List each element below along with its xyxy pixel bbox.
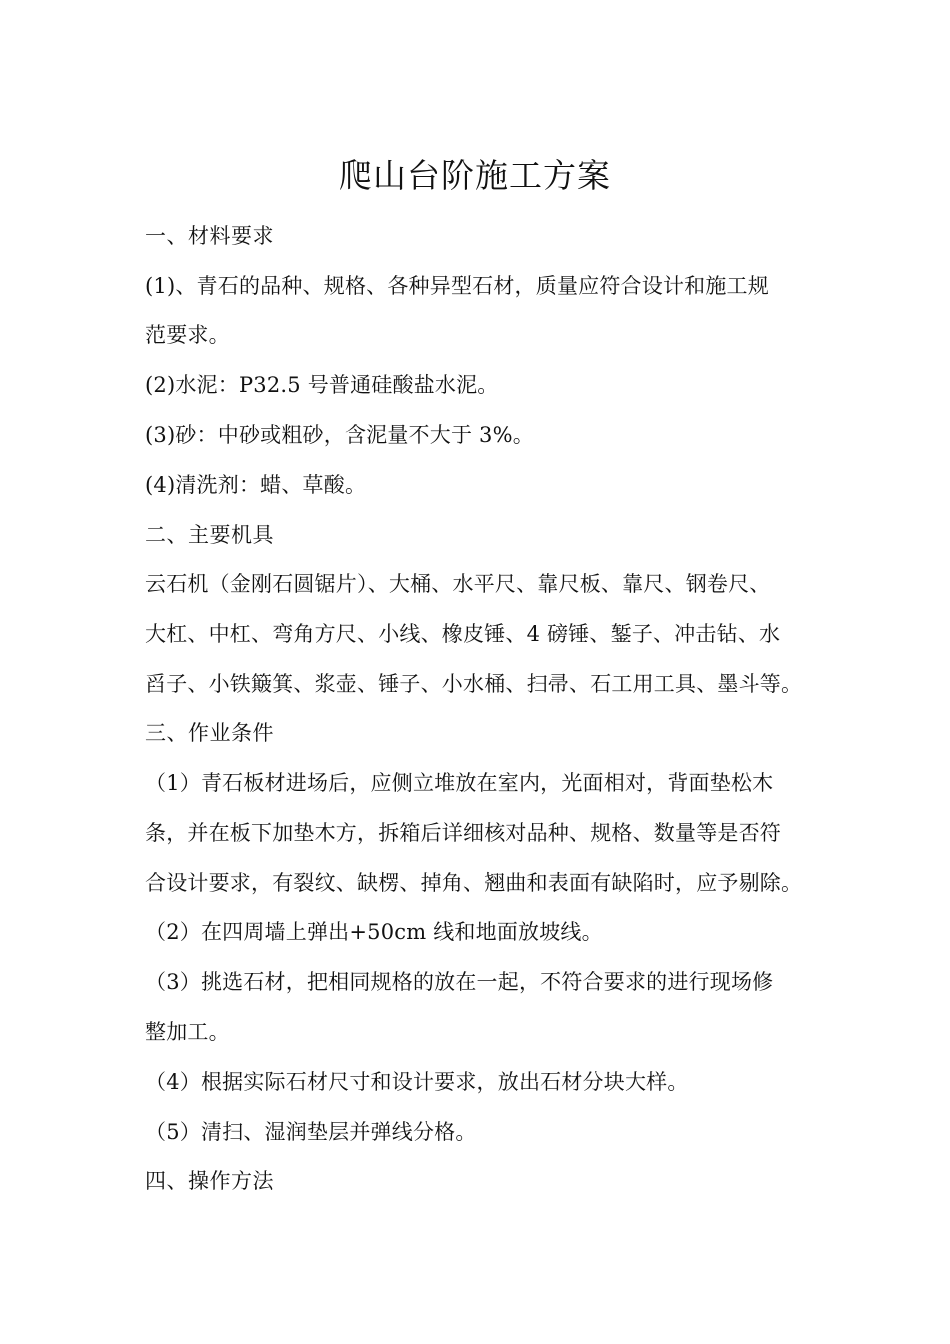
paragraph-line: （4）根据实际石材尺寸和设计要求，放出石材分块大样。	[145, 1070, 689, 1094]
section-heading-conditions: 三、作业条件	[145, 721, 274, 745]
paragraph-line: 整加工。	[145, 1020, 230, 1044]
paragraph-line: (4)清洗剂：蜡、草酸。	[145, 473, 367, 497]
paragraph-line: （2）在四周墙上弹出+50cm 线和地面放坡线。	[145, 920, 603, 944]
section-heading-methods: 四、操作方法	[145, 1169, 274, 1193]
paragraph-line: (1)、青石的品种、规格、各种异型石材，质量应符合设计和施工规	[145, 274, 769, 298]
paragraph-line: (2)水泥：P32.5 号普通硅酸盐水泥。	[145, 373, 499, 397]
paragraph-line: 云石机（金刚石圆锯片）、大桶、水平尺、靠尺板、靠尺、钢卷尺、	[145, 572, 771, 596]
paragraph-line: 舀子、小铁簸箕、浆壶、锤子、小水桶、扫帚、石工用工具、墨斗等。	[145, 672, 803, 696]
paragraph-line: （3）挑选石材，把相同规格的放在一起，不符合要求的进行现场修	[145, 970, 774, 994]
paragraph-line: (3)砂：中砂或粗砂，含泥量不大于 3%。	[145, 423, 534, 447]
paragraph-line: 范要求。	[145, 323, 230, 347]
paragraph-line: （1）青石板材进场后，应侧立堆放在室内，光面相对，背面垫松木	[145, 771, 774, 795]
paragraph-line: 条，并在板下加垫木方，拆箱后详细核对品种、规格、数量等是否符	[145, 821, 781, 845]
paragraph-line: 大杠、中杠、弯角方尺、小线、橡皮锤、4 磅锤、錾子、冲击钻、水	[145, 622, 781, 646]
paragraph-line: 合设计要求，有裂纹、缺楞、掉角、翘曲和表面有缺陷时，应予剔除。	[145, 871, 803, 895]
section-heading-materials: 一、材料要求	[145, 224, 274, 248]
section-heading-tools: 二、主要机具	[145, 523, 274, 547]
document-title: 爬山台阶施工方案	[339, 156, 611, 195]
paragraph-line: （5）清扫、湿润垫层并弹线分格。	[145, 1120, 477, 1144]
